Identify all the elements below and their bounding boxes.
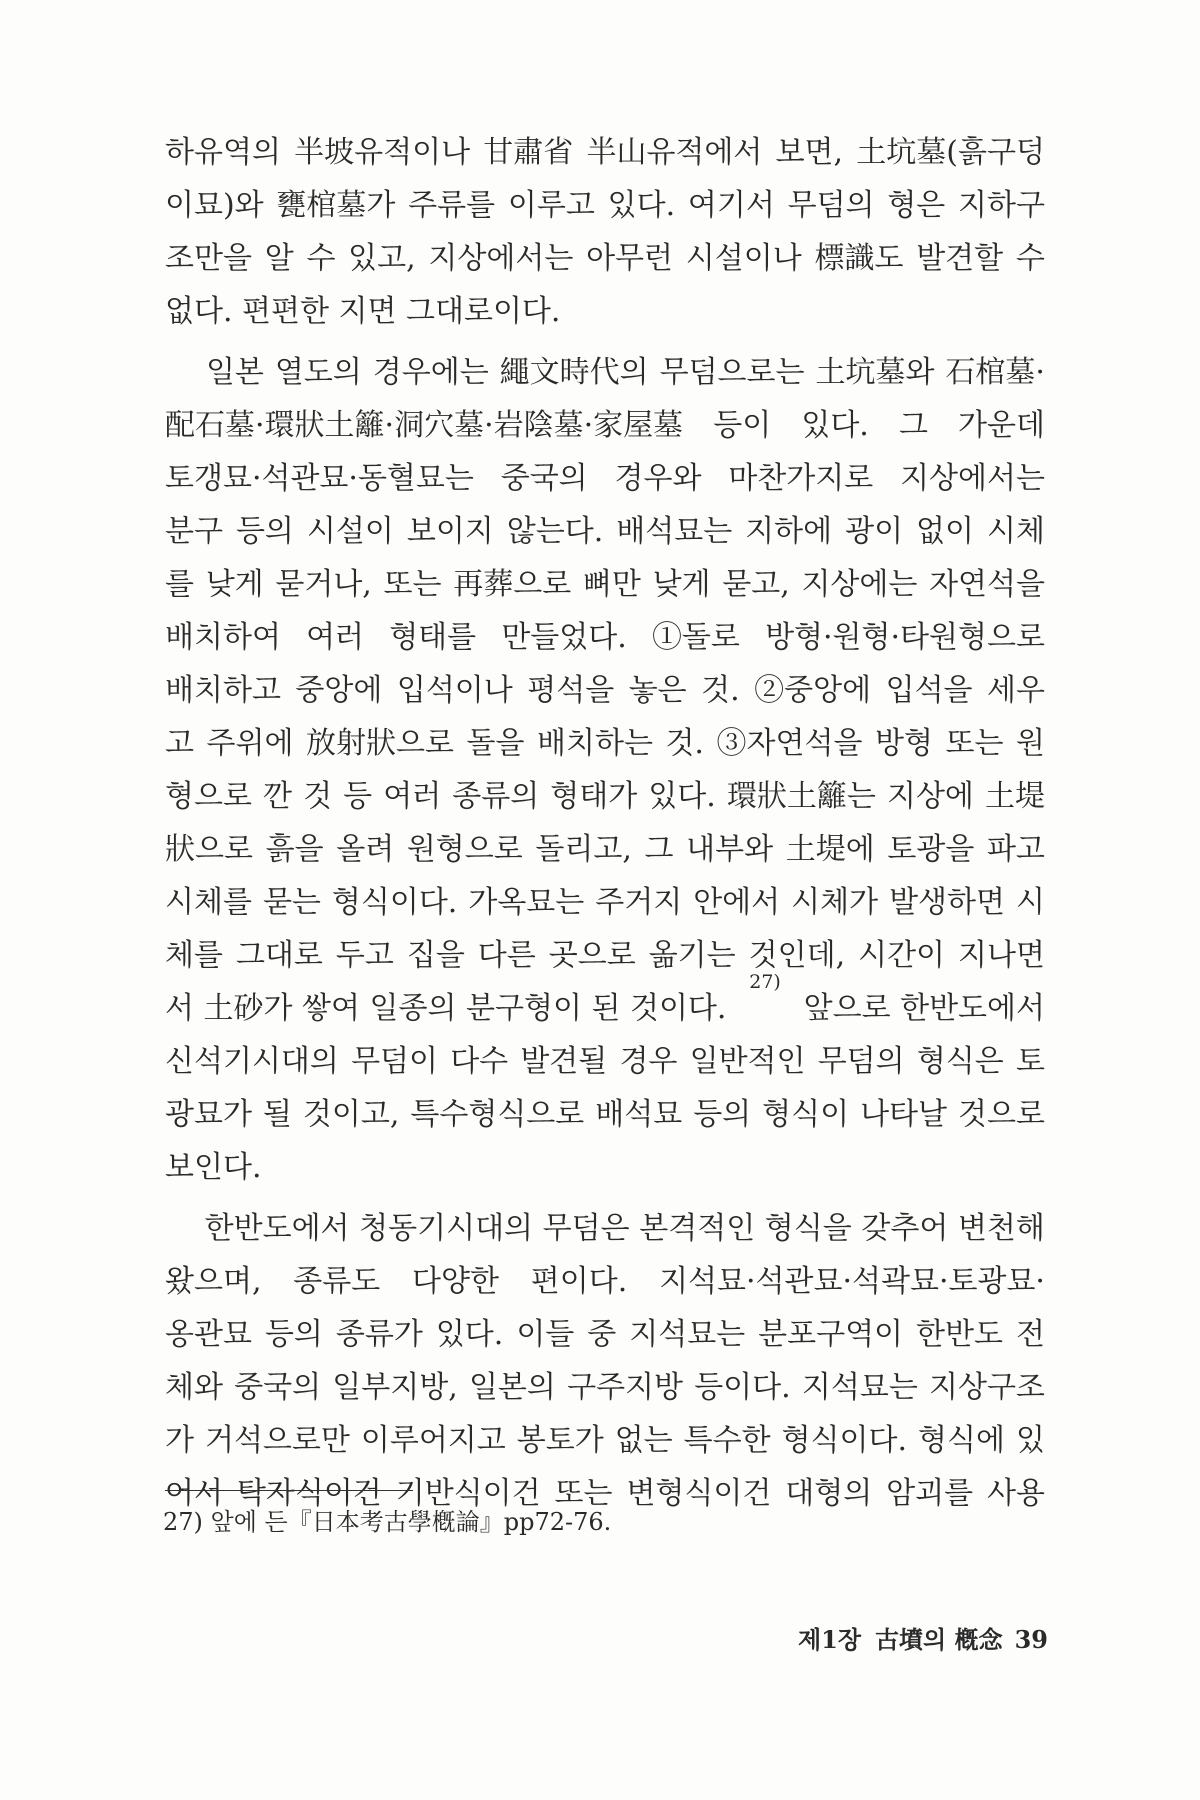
word: 분포구역이 (758, 1317, 904, 1352)
word: 돌을 (466, 726, 525, 761)
word: 알 (264, 241, 294, 276)
word: 土坑墓(흙구덩 (856, 135, 1045, 170)
word: 이묘)와 (165, 188, 264, 223)
word: 무덤의 (787, 188, 875, 223)
text-line (165, 929, 1045, 982)
word: 대형의 (785, 1476, 873, 1511)
word: 무덤은 (542, 1211, 630, 1246)
footnote-reference[interactable]: 27) (749, 971, 781, 993)
word: 시설이나 (685, 241, 802, 276)
word: 半山유적에서 (586, 135, 763, 170)
word: 방형 (874, 726, 933, 761)
word: 변형식이건 (626, 1476, 772, 1511)
word: 지하에 (745, 514, 833, 549)
word: 또는 (383, 567, 442, 602)
word: 될 (262, 1097, 292, 1132)
word: 형식이다. (781, 1423, 908, 1458)
word: 하유역의 (165, 135, 281, 170)
word: 그 (644, 832, 674, 867)
word: 조만을 (165, 241, 252, 276)
text-line (165, 1088, 1045, 1141)
word: 지하구 (958, 188, 1045, 223)
word: 경우 (619, 1044, 678, 1079)
word: 지석묘·석관묘·석곽묘·토광묘· (659, 1264, 1045, 1299)
chapter-label: 제1장 (797, 1625, 862, 1654)
word: 가옥묘는 (468, 885, 585, 920)
word: 본격적인 (639, 1211, 756, 1246)
word: 토갱묘·석관묘·동혈묘는 (165, 461, 474, 496)
word: 신석기시대의 (165, 1044, 339, 1079)
word: 것이고, (302, 1097, 400, 1132)
word: 環狀土籬는 (726, 779, 876, 814)
word: 만들었다. (501, 620, 627, 655)
text-line (165, 876, 1045, 929)
word: 특수한 (683, 1423, 771, 1458)
word: 배치하여 (165, 620, 281, 655)
word: 발견될 (520, 1044, 608, 1079)
word: 중 (587, 1317, 617, 1352)
line-text: 앞으로 한반도에서 (803, 991, 1045, 1026)
text-line (165, 717, 1045, 770)
word: 등의 (264, 1317, 323, 1352)
page-number: 39 (1014, 1625, 1048, 1654)
word: 시체가 (791, 885, 879, 920)
word: 일본의 (468, 1370, 556, 1405)
word: 마찬가지로 (728, 461, 874, 496)
word: 암괴를 (886, 1476, 974, 1511)
word: 분구 (165, 514, 223, 549)
word: 형식에 (918, 1423, 1005, 1458)
word: 시간이 (858, 938, 946, 973)
word: 종류가 (335, 1317, 423, 1352)
word: 있다. (607, 188, 676, 223)
word: 있다. (648, 779, 716, 814)
word: 標識도 (814, 241, 904, 276)
word: 를 (165, 567, 194, 602)
word: 배석묘는 (616, 514, 733, 549)
word: 狀으로 (165, 832, 253, 867)
word: 토 (1015, 1044, 1045, 1079)
word: 무덤이 (351, 1044, 439, 1079)
line-text: 서 土砂가 쌓여 일종의 분구형이 된 것이다. (165, 991, 727, 1026)
word: 형으로 (165, 779, 252, 814)
word: 가운데 (958, 408, 1045, 443)
footnote-divider (165, 1490, 413, 1491)
word: 파고 (986, 832, 1045, 867)
word: 또는 (554, 1476, 613, 1511)
word: 配石墓·環狀土籬·洞穴墓·岩陰墓·家屋墓 (165, 408, 684, 443)
text-line (165, 823, 1045, 876)
word: 중국의 (500, 461, 588, 496)
word: 않는다. (506, 514, 604, 549)
word: 경우와 (614, 461, 702, 496)
word: 봉토가 (516, 1423, 604, 1458)
word: 半坡유적이나 (294, 135, 471, 170)
word: 시체를 (165, 885, 252, 920)
word: 고 (165, 726, 194, 761)
text-line (165, 1414, 1045, 1467)
word: 있다. (435, 1317, 504, 1352)
word: 한반도 (916, 1317, 1003, 1352)
word: 종류도 (293, 1264, 381, 1299)
text-line (165, 232, 1045, 285)
word: 거석으로만 (204, 1423, 350, 1458)
word: 옮기는 (648, 938, 736, 973)
word: 보면, (775, 135, 844, 170)
word: 지나면 (958, 938, 1045, 973)
word: 일본 (205, 355, 264, 390)
word: 낮게 (205, 567, 264, 602)
word: 수 (306, 241, 336, 276)
word: 지석묘는 (801, 1370, 918, 1405)
word: 시설이 (306, 514, 394, 549)
word: 세우 (987, 673, 1045, 708)
word: 갖추어 (861, 1211, 949, 1246)
word: 두고 (335, 938, 394, 973)
word: 것. (665, 726, 704, 761)
text-line (165, 452, 1045, 505)
word: 곳으로 (548, 938, 636, 973)
word: 무덤의 (817, 1044, 905, 1079)
text-line: 보인다. (165, 1150, 262, 1185)
word: 광이 (845, 514, 904, 549)
text-line (165, 770, 1045, 823)
word: 甕棺墓가 (276, 188, 396, 223)
word: 再葬으로 (453, 567, 572, 602)
word: 안에서 (693, 885, 781, 920)
word: 이루어지고 (360, 1423, 506, 1458)
word: 土坑墓와 (815, 355, 935, 390)
word: 그 (898, 408, 928, 443)
word: 여러 (383, 779, 442, 814)
word: 土堤에 (785, 832, 875, 867)
word: ①돌로 (651, 620, 740, 655)
word: 입석을 (885, 673, 973, 708)
word: 없이 (916, 514, 975, 549)
word: 옹관묘 (165, 1317, 252, 1352)
word: 형식을 (764, 1211, 852, 1246)
word: 甘肅省 (483, 135, 574, 170)
word: 있다. (801, 408, 869, 443)
word: ③자연석을 (716, 726, 863, 761)
word: 놓은 (628, 673, 687, 708)
word: 원 (1015, 726, 1045, 761)
word: 전 (1015, 1317, 1045, 1352)
word: 열도의 (274, 355, 362, 390)
word: 주류를 (408, 188, 496, 223)
word: 있고, (348, 241, 416, 276)
text-line (165, 179, 1045, 232)
word: 여러 (306, 620, 365, 655)
word: 시체 (987, 514, 1045, 549)
text-line (165, 1035, 1045, 1088)
word: 원형으로 (406, 832, 523, 867)
running-footer (798, 1623, 1048, 1657)
word: 지상에는 (801, 567, 918, 602)
text-line (165, 611, 1045, 664)
word: 기반식이건 (395, 1476, 541, 1511)
word: 평석을 (527, 673, 615, 708)
word: 방형·원형·타원형으로 (765, 620, 1045, 655)
word: 다양한 (412, 1264, 499, 1299)
word: 또는 (945, 726, 1004, 761)
word: 깐 (263, 779, 293, 814)
word: 올려 (336, 832, 395, 867)
word: 발생하면 (889, 885, 1005, 920)
word: 것. (701, 673, 740, 708)
word: 형식이 (762, 1097, 850, 1132)
word: 등의 (235, 514, 294, 549)
word: 묻는 (262, 885, 321, 920)
word: 가 (165, 1423, 194, 1458)
word: 집을 (406, 938, 465, 973)
word: 것으로 (958, 1097, 1045, 1132)
word: 있 (1015, 1423, 1045, 1458)
word: 한반도에서 (204, 1211, 350, 1246)
word: 배치하고 (165, 673, 281, 708)
text-line (165, 126, 1045, 179)
footnote: 27) 앞에 든『日本考古學槪論』pp72-76. (163, 1508, 612, 1536)
word: 자연석을 (929, 567, 1045, 602)
word: 수 (1015, 241, 1045, 276)
word: 사용 (987, 1476, 1045, 1511)
word: 繩文時代의 (499, 355, 649, 390)
word: 체와 (165, 1370, 223, 1405)
word: 배치하는 (537, 726, 653, 761)
word: 시 (1015, 885, 1045, 920)
word: 것 (303, 779, 333, 814)
word: 이들 (516, 1317, 575, 1352)
word: 왔으며, (165, 1264, 262, 1299)
word: 지상구조 (928, 1370, 1045, 1405)
word: 지석묘는 (629, 1317, 746, 1352)
text-line (165, 505, 1045, 558)
word: 없는 (614, 1423, 673, 1458)
word: 여기서 (687, 188, 775, 223)
word: 체를 (165, 938, 223, 973)
word: 형은 (887, 188, 946, 223)
word: ②중앙에 (754, 673, 872, 708)
word: 아무런 (586, 241, 674, 276)
word: 주거지 (595, 885, 683, 920)
word: 그대로 (235, 938, 323, 973)
word: 이루고 (507, 188, 595, 223)
word: 돌리고, (535, 832, 632, 867)
word: 어서 (165, 1476, 223, 1511)
text-line (165, 1255, 1045, 1308)
word: 放射狀으로 (306, 726, 454, 761)
word: 주위에 (206, 726, 294, 761)
text-line (165, 399, 1045, 452)
word: 등의 (693, 1097, 752, 1132)
word: 구주지방 (567, 1370, 684, 1405)
word: 다수 (450, 1044, 509, 1079)
text-line (165, 1361, 1045, 1414)
word: 중국의 (234, 1370, 322, 1405)
word: 묻거나, (275, 567, 372, 602)
word: 배석묘 (595, 1097, 683, 1132)
word: 경우에는 (372, 355, 489, 390)
word: 등이다. (694, 1370, 791, 1405)
word: 편이다. (530, 1264, 628, 1299)
word: 일부지방, (332, 1370, 458, 1405)
body-text (165, 126, 1045, 1520)
word: 묻고, (722, 567, 790, 602)
chapter-title: 古墳의 槪念 (875, 1625, 1003, 1654)
word: 특수형식으로 (410, 1097, 585, 1132)
text-line (165, 664, 1045, 717)
word: 등 (343, 779, 373, 814)
word: 지상에서는 (428, 241, 574, 276)
word: 발견할 (916, 241, 1004, 276)
text-line (165, 346, 1045, 399)
word: 형식은 (916, 1044, 1004, 1079)
word: 광묘가 (165, 1097, 252, 1132)
word: 다른 (477, 938, 536, 973)
word: 土堤 (985, 779, 1045, 814)
word: 입석이나 (396, 673, 513, 708)
word: 지상에 (886, 779, 974, 814)
word: 형태가 (550, 779, 638, 814)
word: 종류의 (452, 779, 540, 814)
word: 낮게 (652, 567, 711, 602)
text-line (165, 1202, 1045, 1255)
text-line (165, 1308, 1045, 1361)
word: 등이 (713, 408, 772, 443)
word: 나타날 (860, 1097, 948, 1132)
word: 변천해 (957, 1211, 1045, 1246)
word: 지상에서는 (900, 461, 1045, 496)
text-line-with-footnote (165, 971, 1045, 1035)
word: 중앙에 (295, 673, 383, 708)
word: 토광을 (887, 832, 975, 867)
word: 石棺墓· (945, 355, 1045, 390)
word: 탁자식이건 (236, 1476, 382, 1511)
word: 것인데, (748, 938, 846, 973)
word: 내부와 (686, 832, 774, 867)
word: 보이지 (406, 514, 494, 549)
text-line (165, 558, 1045, 611)
word: 일반적인 (689, 1044, 806, 1079)
word: 형식이다. (331, 885, 458, 920)
word: 흙을 (265, 832, 324, 867)
word: 청동기시대의 (359, 1211, 534, 1246)
text-line: 없다. 편편한 지면 그대로이다. (165, 294, 561, 329)
word: 무덤으로는 (659, 355, 805, 390)
word: 뼈만 (582, 567, 641, 602)
word: 형태를 (389, 620, 477, 655)
